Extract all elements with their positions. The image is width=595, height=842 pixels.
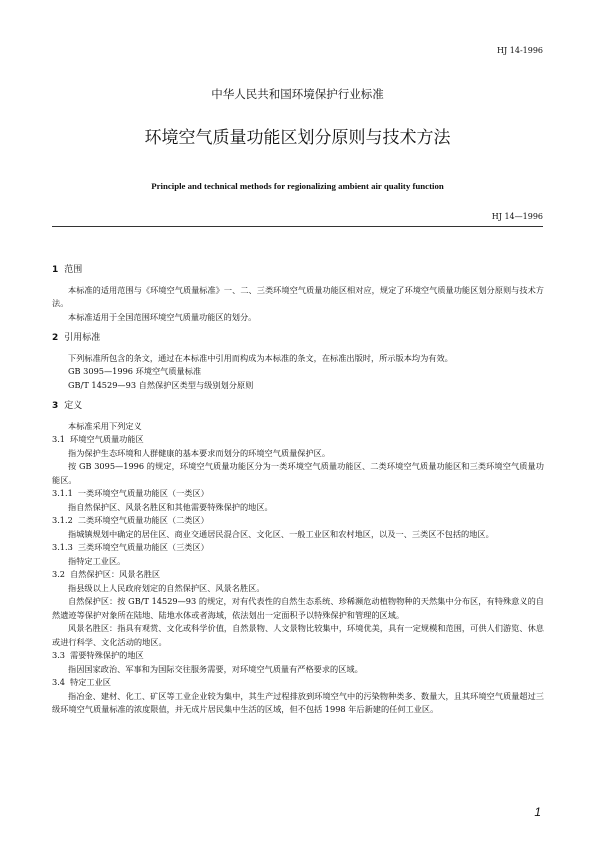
document-title: 环境空气质量功能区划分原则与技术方法 <box>144 128 451 148</box>
paragraph: 指自然保护区、风景名胜区和其他需要特殊保护的地区。 <box>68 501 273 512</box>
definition-heading <box>52 568 544 582</box>
paragraph: 指特定工业区。 <box>68 555 126 566</box>
section-number: 2 <box>52 333 59 343</box>
section-heading-definitions <box>52 400 544 414</box>
section-heading-scope <box>52 264 544 278</box>
page-number: 1 <box>534 805 541 819</box>
document-body <box>52 262 544 717</box>
section-number: 1 <box>52 265 59 275</box>
issuing-organization: 中华人民共和国环境保护行业标准 <box>211 87 384 101</box>
clause-title: 一类环境空气质量功能区（一类区） <box>77 488 209 498</box>
clause-title: 二类环境空气质量功能区（二类区） <box>77 515 209 525</box>
page-header-code: HJ 14-1996 <box>497 46 543 55</box>
section-title: 定义 <box>64 401 83 411</box>
clause-title: 环境空气质量功能区 <box>70 434 144 444</box>
clause-number: 3.1.1 <box>52 488 73 498</box>
paragraph: 本标准的适用范围与《环境空气质量标准》一、二、三类环境空气质量功能区相对应，规定了环境空气质量功能区划分原则与技术方法。 <box>52 284 544 308</box>
definition-heading <box>52 433 544 447</box>
clause-number: 3.3 <box>52 650 66 660</box>
paragraph: 指为保护生态环境和人群健康的基本要求而划分的环境空气质量保护区。 <box>68 447 331 458</box>
paragraph: 按 GB 3095—1996 的规定，环境空气质量功能区分为一类环境空气质量功能区、二类环境空气质量功能区和三类环境空气质量功能区。 <box>52 461 544 485</box>
clause-title: 特定工业区 <box>70 677 111 687</box>
section-title: 范围 <box>64 265 83 275</box>
clause-title: 需要特殊保护的地区 <box>70 650 144 660</box>
header-divider <box>52 226 543 227</box>
paragraph: 自然保护区：按 GB/T 14529—93 的规定，对有代表性的自然生态系统、珍稀濒危动植物物种的天然集中分布区，有特殊意义的自然遗迹等保护对象所在陆地、陆地水体或者海域，依法划出一定面积予以特殊保护和管理的区域。 <box>52 596 544 620</box>
paragraph: 本标准适用于全国范围环境空气质量功能区的划分。 <box>68 311 257 322</box>
clause-number: 3.1.2 <box>52 515 73 525</box>
section-title: 引用标准 <box>64 333 101 343</box>
definition-heading <box>52 514 544 528</box>
section-number: 3 <box>52 401 59 411</box>
definition-heading <box>52 487 544 501</box>
paragraph: 指县级以上人民政府划定的自然保护区、风景名胜区。 <box>68 582 265 593</box>
clause-number: 3.1 <box>52 434 66 444</box>
definition-heading <box>52 541 544 555</box>
reference-item: GB/T 14529—93 自然保护区类型与级别划分原则 <box>68 379 254 390</box>
definition-heading <box>52 676 544 690</box>
paragraph: 指冶金、建材、化工、矿区等工业企业较为集中，其生产过程排放到环境空气中的污染物种类多、数量大，且其环境空气质量超过三级环境空气质量标准的浓度限值，并无成片居民集中生活的区域，但不包括 1998 年后新建的任何工业区。 <box>52 690 544 714</box>
paragraph: 风景名胜区：指具有观赏、文化或科学价值，自然景物、人文景物比较集中，环境优美，具有一定规模和范围，可供人们游览、休息或进行科学、文化活动的地区。 <box>52 623 544 647</box>
clause-number: 3.4 <box>52 677 66 687</box>
section-heading-references <box>52 332 544 346</box>
english-title: Principle and technical methods for regionalizing ambient air quality function <box>151 181 444 191</box>
reference-item: GB 3095—1996 环境空气质量标准 <box>68 366 202 376</box>
paragraph: 下列标准所包含的条文，通过在本标准中引用而构成为本标准的条文，在标准出版时，所示版本均为有效。 <box>68 352 453 363</box>
paragraph: 指城镇规划中确定的居住区、商业交通居民混合区、文化区、一般工业区和农村地区，以及一、三类区不包括的地区。 <box>68 528 494 539</box>
paragraph: 本标准采用下列定义 <box>68 420 142 431</box>
definition-heading <box>52 649 544 663</box>
clause-title: 三类环境空气质量功能区（三类区） <box>77 542 209 552</box>
clause-title: 自然保护区：风景名胜区 <box>70 569 161 579</box>
clause-number: 3.2 <box>52 569 66 579</box>
paragraph: 指因国家政治、军事和为国际交往服务需要，对环境空气质量有严格要求的区域。 <box>68 663 363 674</box>
clause-number: 3.1.3 <box>52 542 73 552</box>
standard-code: HJ 14—1996 <box>491 212 543 221</box>
